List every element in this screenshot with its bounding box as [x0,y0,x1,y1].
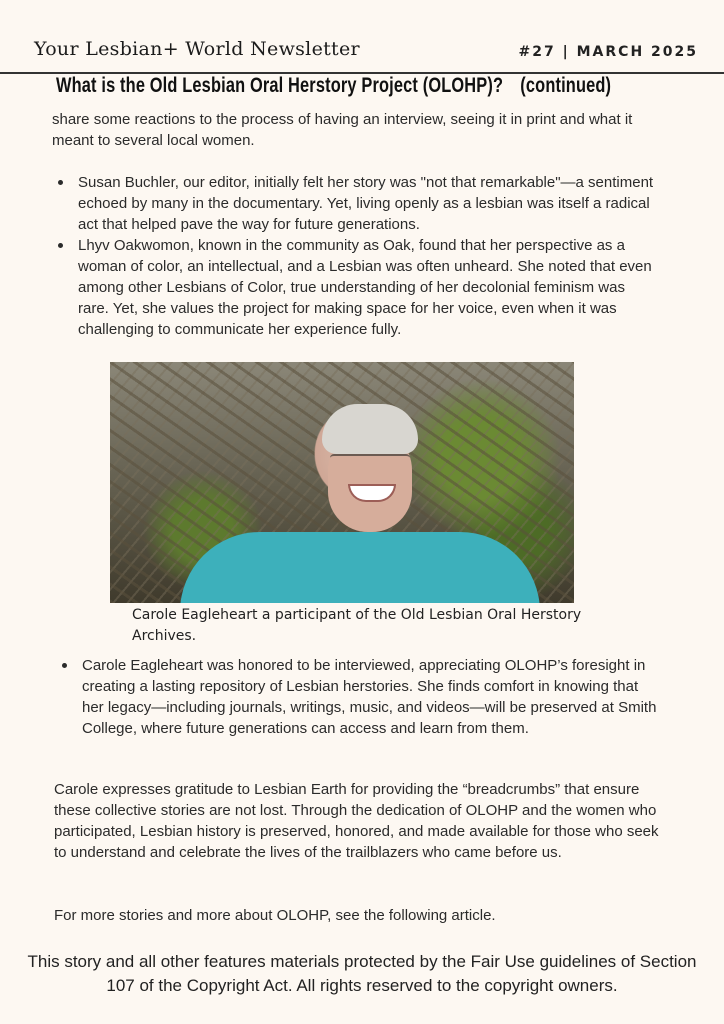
headline-continued: (continued) [520,74,612,97]
photo-hair-shape [322,404,418,454]
list-item [54,235,654,340]
list-item-text: Carole Eagleheart was honored to be interviewed, appreciating OLOHP’s foresight in creating a lasting repository of Lesbian herstories. She finds comfort in knowing that her legacy—including journals, writings, music, and videos—will be preserved at Smith College, where future generations can access and learn from them. [82,657,657,737]
list-item [58,655,658,739]
copyright-notice: This story and all other features materials protected by the Fair Use guidelines of Section 107 of the Copyright Act. All rights reserved to the copyright owners. [27,952,697,995]
gratitude-paragraph: Carole expresses gratitude to Lesbian Earth for providing the “breadcrumbs” that ensure these collective stories are not lost. Through the dedication of OLOHP and the women who participated, Lesbian history is preserved, honored, and made available for those who seek to understand and celebrate the lives of the trailblazers who came before us. [54,781,659,861]
bullet-icon [58,180,63,185]
photo-caption: Carole Eagleheart a participant of the Old Lesbian Oral Herstory Archives. [132,607,582,644]
reactions-list [54,172,654,340]
list-item-text: Susan Buchler, our editor, initially felt her story was "not that remarkable"—a sentiment echoed by many in the documentary. Yet, living openly as a lesbian was itself a radical act that helped pave the way for future generations. [78,174,654,233]
participant-photo [110,362,574,603]
bullet-icon [62,663,67,668]
newsletter-title: Your Lesbian+ World Newsletter [34,38,360,60]
participant-list [58,655,658,739]
more-stories-paragraph: For more stories and more about OLOHP, see the following article. [54,907,496,924]
photo-glasses-shape [330,454,410,470]
headline-text: What is the Old Lesbian Oral Herstory Project (OLOHP)? [56,74,504,97]
intro-paragraph: share some reactions to the process of having an interview, seeing it in print and what it meant to several local women. [52,111,633,149]
bullet-icon [58,243,63,248]
article-headline [56,72,696,100]
issue-number-date: #27 | MARCH 2025 [518,44,698,60]
list-item-text: Lhyv Oakwomon, known in the community as Oak, found that her perspective as a woman of color, an intellectual, and a Lesbian was often unheard. She noted that even among other Lesbians of Color, true understanding of her decolonial feminism was rare. Yet, she values the project for making space for her voice, even when it was challenging to communicate her experience fully. [78,237,652,338]
list-item [54,172,654,235]
photo-shirt-shape [180,532,540,603]
